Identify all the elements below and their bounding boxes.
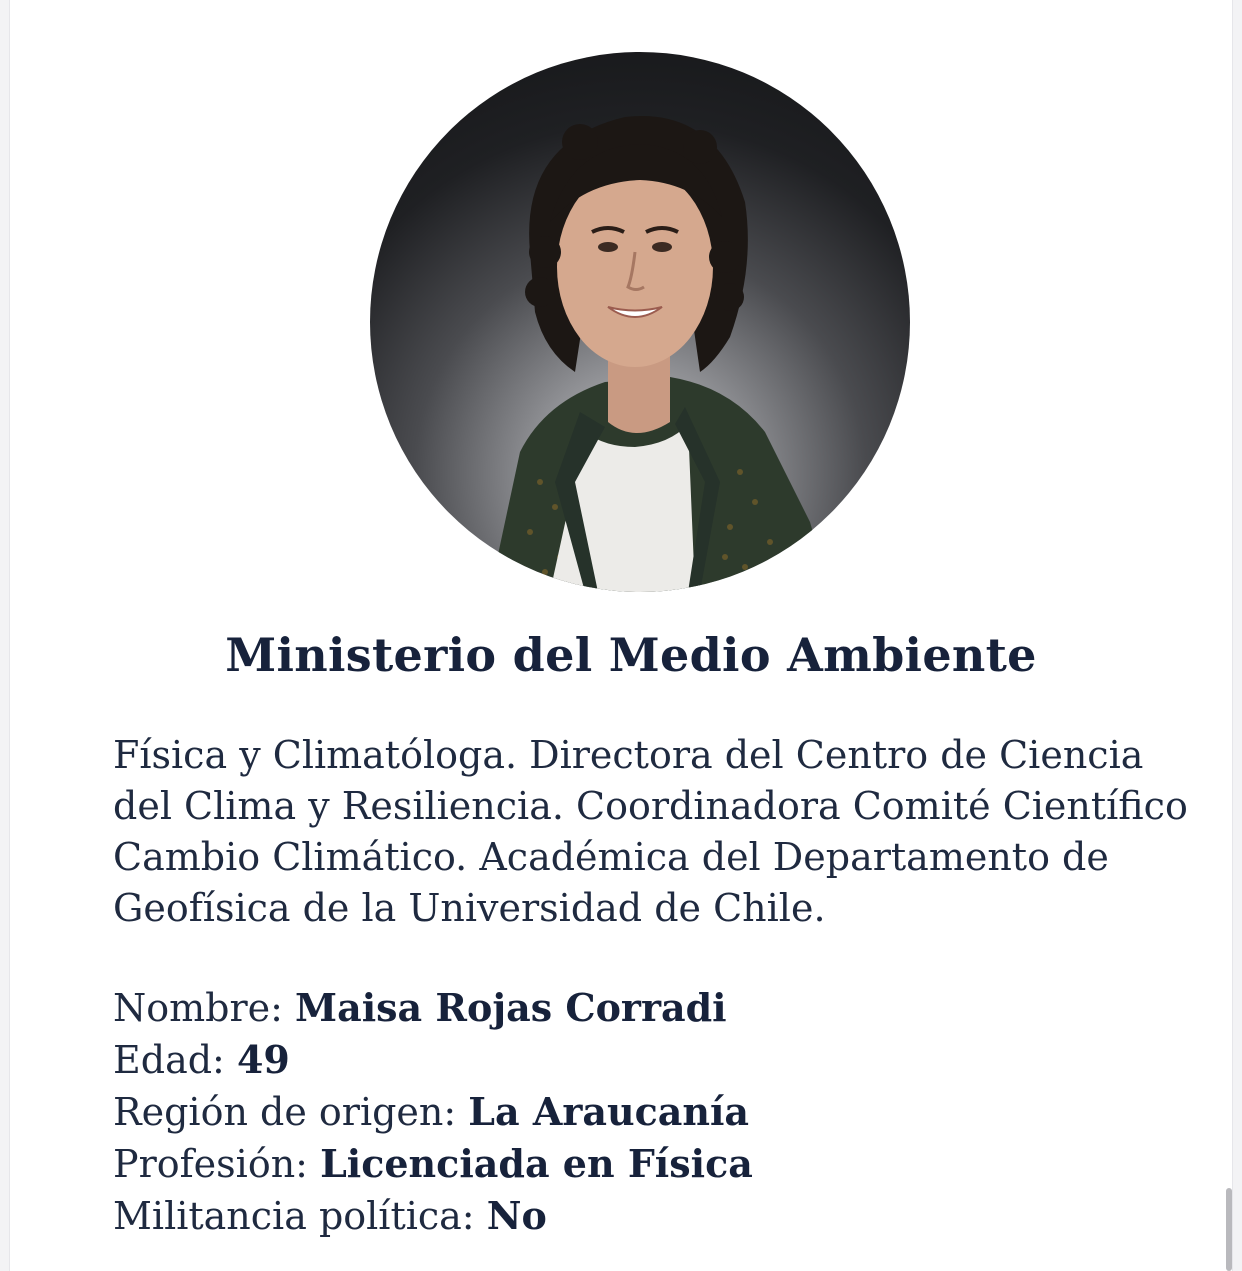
profile-photo — [370, 52, 910, 592]
facts-list — [113, 982, 1193, 1242]
portrait-illustration — [370, 52, 910, 592]
fact-label: Región de origen: — [113, 1090, 457, 1134]
scrollbar-thumb[interactable] — [1226, 1188, 1232, 1271]
fact-age — [113, 1034, 1193, 1086]
fact-label: Militancia política: — [113, 1194, 475, 1238]
fact-value: La Araucanía — [468, 1089, 750, 1134]
fact-label: Nombre: — [113, 986, 283, 1030]
fact-label: Profesión: — [113, 1142, 308, 1186]
fact-value: Maisa Rojas Corradi — [295, 985, 727, 1030]
profile-card — [10, 0, 1232, 1271]
fact-profession — [113, 1138, 1193, 1190]
fact-value: No — [486, 1193, 547, 1238]
fact-label: Edad: — [113, 1038, 225, 1082]
fact-value: Licenciada en Física — [320, 1141, 753, 1186]
fact-region — [113, 1086, 1193, 1138]
fact-political — [113, 1190, 1193, 1242]
fact-value: 49 — [236, 1037, 290, 1082]
bio-text: Física y Climatóloga. Directora del Centro de Ciencia del Clima y Resiliencia. Coordinadora Comité Científico Cambio Climático. Académica del Departamento de Geofísica de la Universidad de Chile. — [113, 733, 1188, 930]
ministry-title: Ministerio del Medio Ambiente — [225, 628, 1037, 682]
fact-name — [113, 982, 1193, 1034]
